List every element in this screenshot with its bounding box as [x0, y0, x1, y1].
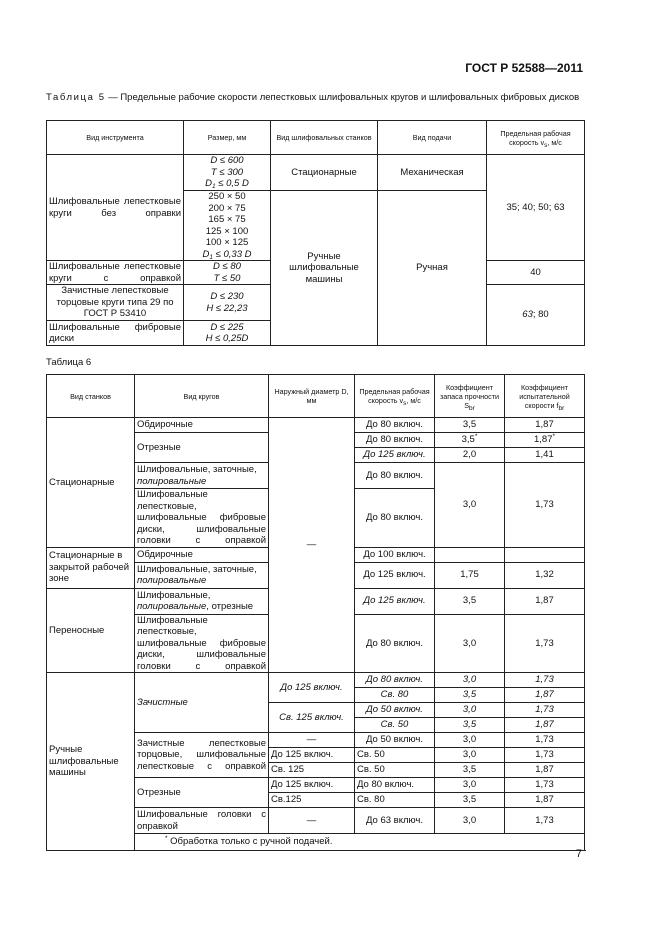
t6-header-diam: Наружный диаметр D, мм: [269, 375, 355, 418]
t6-safety: 3,5: [435, 793, 505, 808]
t6-diam-dash: —: [269, 418, 355, 673]
t6-wheel: Шлифовальные головки с оправкой: [135, 808, 269, 834]
t6-speed: Св. 50: [355, 763, 435, 778]
t6-safety: 3,5: [435, 763, 505, 778]
t5-r12-speed: 35; 40; 50; 63: [487, 155, 585, 261]
t6-safety: 3,5: [435, 688, 505, 703]
t5-header-tool: Вид инструмента: [47, 121, 184, 155]
t5-r5-size: D ≤ 225 H ≤ 0,25D: [184, 321, 271, 346]
t5-r3-size: D ≤ 80 T ≤ 50: [184, 261, 271, 285]
t6-diam: —: [269, 733, 355, 748]
t6-wheel: Шлифовальные, заточные, полировальные: [135, 463, 269, 489]
t5-r1-machine: Стационарные: [271, 155, 378, 191]
t6-speed: До 80 включ.: [355, 489, 435, 548]
t6-machine-stationary: Стационарные: [47, 418, 135, 548]
t6-test: 1,73: [505, 808, 585, 834]
t6-safety: 3,0: [435, 703, 505, 718]
t6-safety: 3,0: [435, 778, 505, 793]
t6-header-speed: Предельная рабочая скорость $v_s$, м/с: [355, 375, 435, 418]
document-number: ГОСТ Р 52588—2011: [465, 61, 583, 75]
table-6: [46, 374, 585, 851]
t6-test: 1,73: [505, 673, 585, 688]
t6-test: 1,87: [505, 688, 585, 703]
t6-wheel: Отрезные: [135, 778, 269, 808]
t6-speed: До 100 включ.: [355, 547, 435, 562]
table5-caption-label: Таблица 5: [46, 92, 106, 103]
t6-speed: До 80 включ.: [355, 463, 435, 489]
table5-caption-text: — Предельные рабочие скорости лепестковых шлифовальных кругов и шлифовальных фибровых дисков: [105, 92, 580, 103]
t6-test: 1,87*: [505, 433, 585, 448]
t6-header-wheel: Вид кругов: [135, 375, 269, 418]
t6-safety: [435, 547, 505, 562]
t6-safety: 3,5: [435, 718, 505, 733]
t6-speed: До 125 включ.: [355, 562, 435, 588]
t6-test: 1,87: [505, 418, 585, 433]
t6-speed: До 63 включ.: [355, 808, 435, 834]
t6-test: [505, 547, 585, 562]
t6-test: 1,73: [505, 733, 585, 748]
t5-r5-tool: Шлифовальные фибровые диски: [47, 321, 184, 346]
t5-r1-size: D ≤ 600 T ≤ 300 $D_1 \le 0,5$ D: [184, 155, 271, 191]
t6-safety: 3,0: [435, 463, 505, 548]
t6-diam: —: [269, 808, 355, 834]
t6-speed: До 80 включ.: [355, 673, 435, 688]
t6-wheel: Зачистные лепестковые торцовые, шлифовальные лепестковые с оправкой: [135, 733, 269, 778]
t6-speed: До 125 включ.: [355, 588, 435, 614]
t6-test: 1,87: [505, 588, 585, 614]
t6-safety: 3,5: [435, 588, 505, 614]
t6-diam: До 125 включ.: [269, 748, 355, 763]
t6-wheel: Шлифовальные лепестковые, шлифовальные фибровые диски, шлифовальные головки с оправкой: [135, 489, 269, 548]
t5-r2-machine: Ручные шлифовальные машины: [271, 191, 378, 346]
t6-test: 1,87: [505, 763, 585, 778]
t6-machine-portable: Переносные: [47, 588, 135, 673]
t6-header-test: Коэффициент испытательной скорости $f_{br}$: [505, 375, 585, 418]
t5-header-feed: Вид подачи: [378, 121, 487, 155]
t6-safety: 3,5: [435, 418, 505, 433]
t6-diam: Св. 125 включ.: [269, 703, 355, 733]
page-number: 7: [575, 848, 582, 860]
t6-test: 1,73: [505, 463, 585, 548]
t6-test: 1,73: [505, 614, 585, 673]
t5-r2-feed: Ручная: [378, 191, 487, 346]
t6-test: 1,41: [505, 448, 585, 463]
t6-header-machine: Вид станков: [47, 375, 135, 418]
t5-r2-size: 250 × 50 200 × 75 165 × 75 125 × 100 100 × 125 $D_1 \le 0,33$ D: [184, 191, 271, 261]
t6-safety: 1,75: [435, 562, 505, 588]
t6-test: 1,73: [505, 703, 585, 718]
t6-diam: Св.125: [269, 793, 355, 808]
t6-header-safety: Коэффициент запаса прочности $S_{br}$: [435, 375, 505, 418]
t6-speed: Св. 80: [355, 688, 435, 703]
t6-footnote: * Обработка только с ручной подачей.: [135, 834, 585, 851]
t6-diam: До 125 включ.: [269, 778, 355, 793]
table6-caption: Таблица 6: [46, 357, 92, 368]
t6-speed: До 80 включ.: [355, 614, 435, 673]
table5-caption: [46, 92, 586, 104]
t6-wheel: Шлифовальные, полировальные, отрезные: [135, 588, 269, 614]
t6-wheel: Зачистные: [135, 673, 269, 733]
t6-wheel: Обдирочные: [135, 418, 269, 433]
t6-safety: 3,5*: [435, 433, 505, 448]
t5-r4-tool: Зачистные лепестковые торцовые круги типа 29 по ГОСТ Р 53410: [47, 285, 184, 321]
t6-safety: 3,0: [435, 733, 505, 748]
t5-header-size: Размер, мм: [184, 121, 271, 155]
t6-test: 1,73: [505, 778, 585, 793]
t6-speed: Св. 80: [355, 793, 435, 808]
t6-wheel: Отрезные: [135, 433, 269, 463]
t6-speed: До 80 включ.: [355, 778, 435, 793]
t6-safety: 3,0: [435, 748, 505, 763]
t6-safety: 2,0: [435, 448, 505, 463]
t5-r1-tool: Шлифовальные лепестковые круги без оправки: [47, 155, 184, 261]
t6-speed: До 80 включ.: [355, 433, 435, 448]
t6-speed: До 80 включ.: [355, 418, 435, 433]
t5-header-machine: Вид шлифовальных станков: [271, 121, 378, 155]
t5-r45-speed: 63; 80: [487, 285, 585, 346]
t6-wheel: Шлифовальные, заточные, полировальные: [135, 562, 269, 588]
t6-machine-closed: Стационарные в закрытой рабочей зоне: [47, 547, 135, 588]
t6-test: 1,32: [505, 562, 585, 588]
t6-speed: До 50 включ.: [355, 733, 435, 748]
t6-machine-manual: Ручные шлифовальные машины: [47, 673, 135, 851]
t6-diam: До 125 включ.: [269, 673, 355, 703]
t6-safety: 3,0: [435, 673, 505, 688]
t6-test: 1,87: [505, 793, 585, 808]
t6-speed: До 50 включ.: [355, 703, 435, 718]
t6-diam: Св. 125: [269, 763, 355, 778]
t5-r4-size: D ≤ 230 H ≤ 22,23: [184, 285, 271, 321]
t6-test: 1,87: [505, 718, 585, 733]
t5-r1-feed: Механическая: [378, 155, 487, 191]
t5-r3-tool: Шлифовальные лепестковые круги с оправкой: [47, 261, 184, 285]
t5-r3-speed: 40: [487, 261, 585, 285]
t6-speed: Св. 50: [355, 718, 435, 733]
t6-speed: До 125 включ.: [355, 448, 435, 463]
t6-wheel: Обдирочные: [135, 547, 269, 562]
t6-safety: 3,0: [435, 808, 505, 834]
table-5: [46, 120, 585, 346]
t6-speed: Св. 50: [355, 748, 435, 763]
t5-header-speed: Предельная рабочая скорость $v_s$, м/с: [487, 121, 585, 155]
t6-wheel: Шлифовальные лепестковые, шлифовальные фибровые диски, шлифовальные головки с оправкой: [135, 614, 269, 673]
t6-safety: 3,0: [435, 614, 505, 673]
t6-test: 1,73: [505, 748, 585, 763]
